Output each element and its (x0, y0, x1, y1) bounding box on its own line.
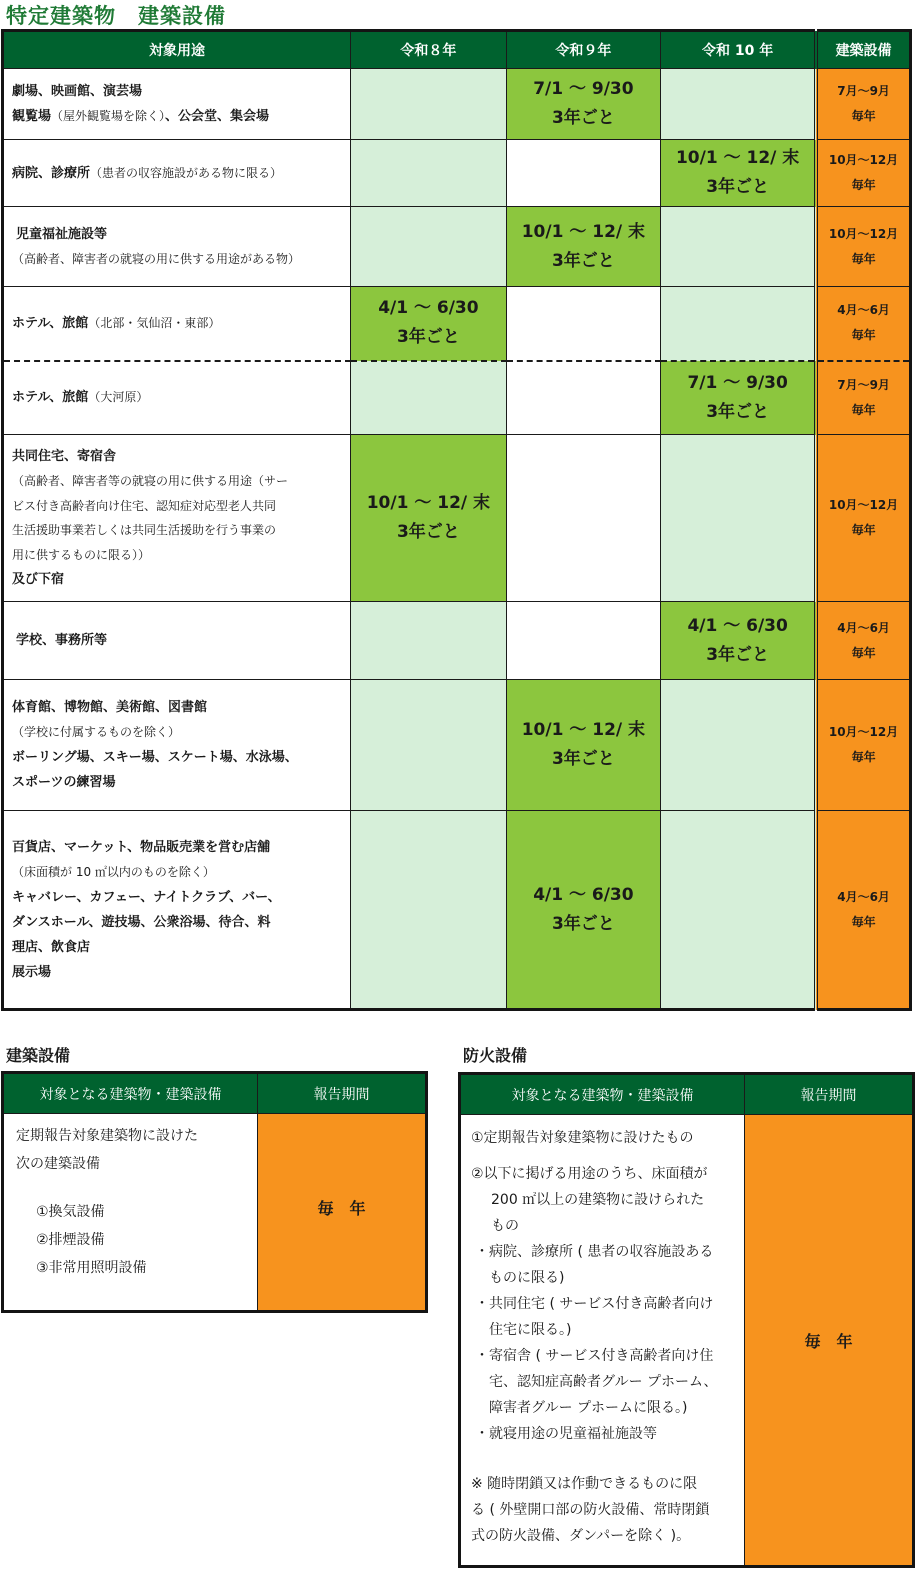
usage-text: スポーツの練習場 (12, 775, 116, 790)
body-line: ②以下に掲げる用途のうち、床面積が (471, 1166, 708, 1182)
equipment-cycle: 毎年 (851, 750, 876, 764)
cycle-label: 3年ごと (396, 327, 460, 348)
header-usage: 対象用途 (3, 31, 351, 69)
r8-cell (351, 811, 507, 1010)
r10-cell (661, 140, 817, 207)
r9-cell (506, 140, 661, 207)
r10-cell (661, 287, 817, 361)
bullet-item: ・寄宿舎 ( サービス付き高齢者向け住 (475, 1348, 714, 1364)
architecture-equipment-heading: 建築設備 (6, 1046, 71, 1065)
cycle-label: 3年ごと (396, 522, 460, 542)
usage-text: ホテル、旅館 (12, 390, 89, 406)
equipment-cell (816, 140, 910, 207)
cycle-label: 3年ごと (551, 749, 615, 769)
table-row (3, 140, 911, 207)
bullet-item: 障害者グルー プホームに限る。) (489, 1400, 688, 1416)
header-target: 対象となる建築物・建築設備 (3, 1073, 258, 1114)
usage-note: （北部・気仙沼・東部） (88, 315, 221, 330)
usage-note: 生活援助事業若しくは共同生活援助を行う事業の (12, 523, 277, 537)
bullet-item: 宅、認知症高齢者グルー プホーム、 (489, 1374, 718, 1390)
bullet-item: 住宅に限る。) (489, 1322, 572, 1338)
list-item: ③非常用照明設備 (36, 1260, 147, 1276)
period-label: 7/1 ～ 9/30 (533, 79, 634, 99)
r10-cell (661, 361, 817, 435)
usage-note: （高齢者、障害者の就寝の用に供する用途がある物） (12, 251, 301, 266)
table-row (3, 361, 911, 435)
usage-text: 劇場、映画館、演芸場 (12, 84, 143, 99)
usage-note: （学校に付属するものを除く） (12, 725, 181, 739)
equipment-cell (816, 287, 910, 361)
bullet-item: ものに限る) (489, 1270, 565, 1286)
body-line: 200 ㎡以上の建築物に設けられた (491, 1192, 705, 1208)
usage-cell (3, 680, 351, 811)
r10-cell (661, 69, 817, 140)
usage-text: 学校、事務所等 (16, 633, 108, 648)
usage-note: （屋外観覧場を除く） (51, 109, 166, 123)
cycle-label: 3年ごと (706, 644, 770, 665)
r8-cell (351, 435, 507, 602)
r9-cell (506, 207, 661, 287)
usage-text: キャバレー、カフェー、ナイトクラブ、バー、 (12, 889, 281, 905)
equipment-cell (816, 680, 910, 811)
note-line: る ( 外壁開口部の防火設備、常時閉鎖 (471, 1502, 710, 1518)
usage-cell (3, 140, 351, 207)
r9-cell (506, 680, 661, 811)
equipment-cell (816, 361, 910, 435)
equipment-cell (816, 435, 910, 602)
r8-cell (351, 140, 507, 207)
equipment-cell (816, 207, 910, 287)
table-row (3, 69, 911, 140)
table-row (3, 811, 911, 1010)
r9-cell (506, 602, 661, 680)
header-equipment: 建築設備 (816, 31, 910, 69)
r8-cell (351, 287, 507, 361)
cycle-label: 3年ごと (551, 108, 615, 128)
equipment-period: 10月～12月 (828, 498, 899, 512)
r10-cell (661, 811, 817, 1010)
equipment-period: 4月～6月 (837, 303, 890, 318)
report-period-cell (745, 1115, 914, 1567)
bullet-item: ・就寝用途の児童福祉施設等 (475, 1426, 657, 1442)
equipment-cycle: 毎年 (851, 523, 876, 537)
usage-text: 観覧場 (12, 109, 52, 124)
equipment-cycle: 毎年 (851, 178, 876, 192)
usage-cell (3, 361, 351, 435)
architecture-equipment-body (3, 1114, 258, 1312)
equipment-cycle: 毎年 (851, 251, 876, 266)
period-label: 4/1 ～ 6/30 (378, 298, 479, 319)
usage-text: 共同住宅、寄宿舎 (12, 449, 117, 464)
note-line: ※ 随時閉鎖又は作動できるものに限 (471, 1476, 698, 1492)
equipment-cycle: 毎年 (851, 402, 876, 417)
list-item: ②排煙設備 (36, 1232, 105, 1248)
table-row (3, 435, 911, 602)
fire-equipment-heading: 防火設備 (463, 1046, 528, 1065)
equipment-period: 7月～9月 (837, 84, 890, 98)
equipment-cycle: 毎年 (851, 645, 876, 660)
equipment-period: 7月～9月 (837, 377, 890, 392)
usage-text: ダンスホール、遊技場、公衆浴場、待合、料 (12, 914, 271, 930)
equipment-cell (816, 602, 910, 680)
table-row (3, 207, 911, 287)
header-period: 報告期間 (745, 1074, 914, 1115)
cycle-label: 3年ごと (706, 401, 770, 422)
equipment-cell (816, 69, 910, 140)
equipment-cell (816, 811, 910, 1010)
list-item: ①換気設備 (36, 1204, 105, 1220)
report-period-cell (258, 1114, 427, 1312)
bullet-item: ・共同住宅 ( サービス付き高齢者向け (475, 1296, 714, 1312)
schedule-table (1, 29, 912, 1011)
usage-text: 百貨店、マーケット、物品販売業を営む店舗 (12, 839, 271, 855)
usage-text: 、公会堂、集会場 (165, 109, 270, 124)
period-label: 10/1 ～ 12/ 末 (521, 720, 646, 740)
equipment-period: 10月～12月 (828, 725, 899, 739)
usage-note: （患者の収容施設がある物に限る） (90, 165, 283, 180)
report-period: 毎 年 (804, 1331, 853, 1351)
report-period: 毎 年 (317, 1199, 366, 1218)
equipment-period: 10月～12月 (828, 226, 899, 241)
note-line: 式の防火設備、ダンパーを除く )。 (471, 1528, 691, 1544)
body-line: 次の建築設備 (16, 1156, 100, 1172)
usage-cell (3, 69, 351, 140)
usage-note: （高齢者、障害者等の就寝の用に供する用途（サー (12, 474, 289, 488)
body-line: 定期報告対象建築物に設けた (16, 1128, 198, 1144)
period-label: 10/1 ～ 12/ 末 (675, 148, 800, 168)
usage-note: （大河原） (88, 390, 149, 405)
r10-cell (661, 680, 817, 811)
usage-text: ホテル、旅館 (12, 315, 89, 331)
r8-cell (351, 680, 507, 811)
period-label: 10/1 ～ 12/ 末 (521, 221, 646, 242)
usage-cell (3, 287, 351, 361)
usage-text: 及び下宿 (12, 572, 65, 587)
usage-cell (3, 811, 351, 1010)
equipment-period: 10月～12月 (828, 153, 899, 167)
r10-cell (661, 435, 817, 602)
header-r9: 令和９年 (506, 31, 661, 69)
period-label: 10/1 ～ 12/ 末 (366, 493, 491, 513)
header-target: 対象となる建築物・建築設備 (460, 1074, 745, 1115)
bullet-item: ・病院、診療所 ( 患者の収容施設ある (475, 1244, 714, 1260)
period-label: 4/1 ～ 6/30 (687, 615, 788, 636)
body-line: ①定期報告対象建築物に設けたもの (471, 1130, 694, 1146)
architecture-equipment-table (1, 1071, 428, 1313)
equipment-cycle: 毎年 (851, 328, 876, 343)
table-row (3, 287, 911, 361)
usage-text: ボーリング場、スキー場、スケート場、水泳場、 (12, 750, 298, 765)
equipment-period: 4月～6月 (837, 889, 890, 904)
r9-cell (506, 435, 661, 602)
usage-cell (3, 207, 351, 287)
r8-cell (351, 361, 507, 435)
r9-cell (506, 811, 661, 1010)
r9-cell (506, 69, 661, 140)
r8-cell (351, 602, 507, 680)
period-label: 7/1 ～ 9/30 (687, 372, 788, 393)
r9-cell (506, 361, 661, 435)
usage-text: 理店、飲食店 (12, 939, 91, 955)
cycle-label: 3年ごと (706, 177, 770, 197)
header-r8: 令和８年 (351, 31, 507, 69)
header-r10: 令和 10 年 (661, 31, 817, 69)
equipment-cycle: 毎年 (851, 109, 876, 123)
equipment-cycle: 毎年 (851, 914, 876, 929)
table-row (3, 680, 911, 811)
schedule-header-row (3, 31, 911, 69)
fire-equipment-table (458, 1072, 915, 1568)
r8-cell (351, 69, 507, 140)
r10-cell (661, 602, 817, 680)
usage-cell (3, 435, 351, 602)
usage-text: 展示場 (12, 964, 52, 980)
usage-text: 病院、診療所 (12, 165, 91, 181)
table-row (3, 602, 911, 680)
page-title: 特定建築物 建築設備 (6, 4, 226, 28)
usage-note: 用に供するものに限る）） (12, 547, 151, 562)
usage-note: ビス付き高齢者向け住宅、認知症対応型老人共同 (12, 498, 277, 513)
cycle-label: 3年ごと (551, 913, 615, 934)
usage-note: （床面積が 10 ㎡以内のものを除く） (12, 864, 215, 879)
cycle-label: 3年ごと (551, 250, 615, 271)
fire-equipment-body (460, 1115, 745, 1567)
r10-cell (661, 207, 817, 287)
header-period: 報告期間 (258, 1073, 427, 1114)
usage-text: 児童福祉施設等 (16, 226, 108, 242)
equipment-period: 4月～6月 (837, 620, 890, 635)
r9-cell (506, 287, 661, 361)
usage-cell (3, 602, 351, 680)
usage-text: 体育館、博物館、美術館、図書館 (12, 700, 208, 715)
period-label: 4/1 ～ 6/30 (533, 884, 634, 905)
body-line: もの (491, 1218, 519, 1234)
r8-cell (351, 207, 507, 287)
